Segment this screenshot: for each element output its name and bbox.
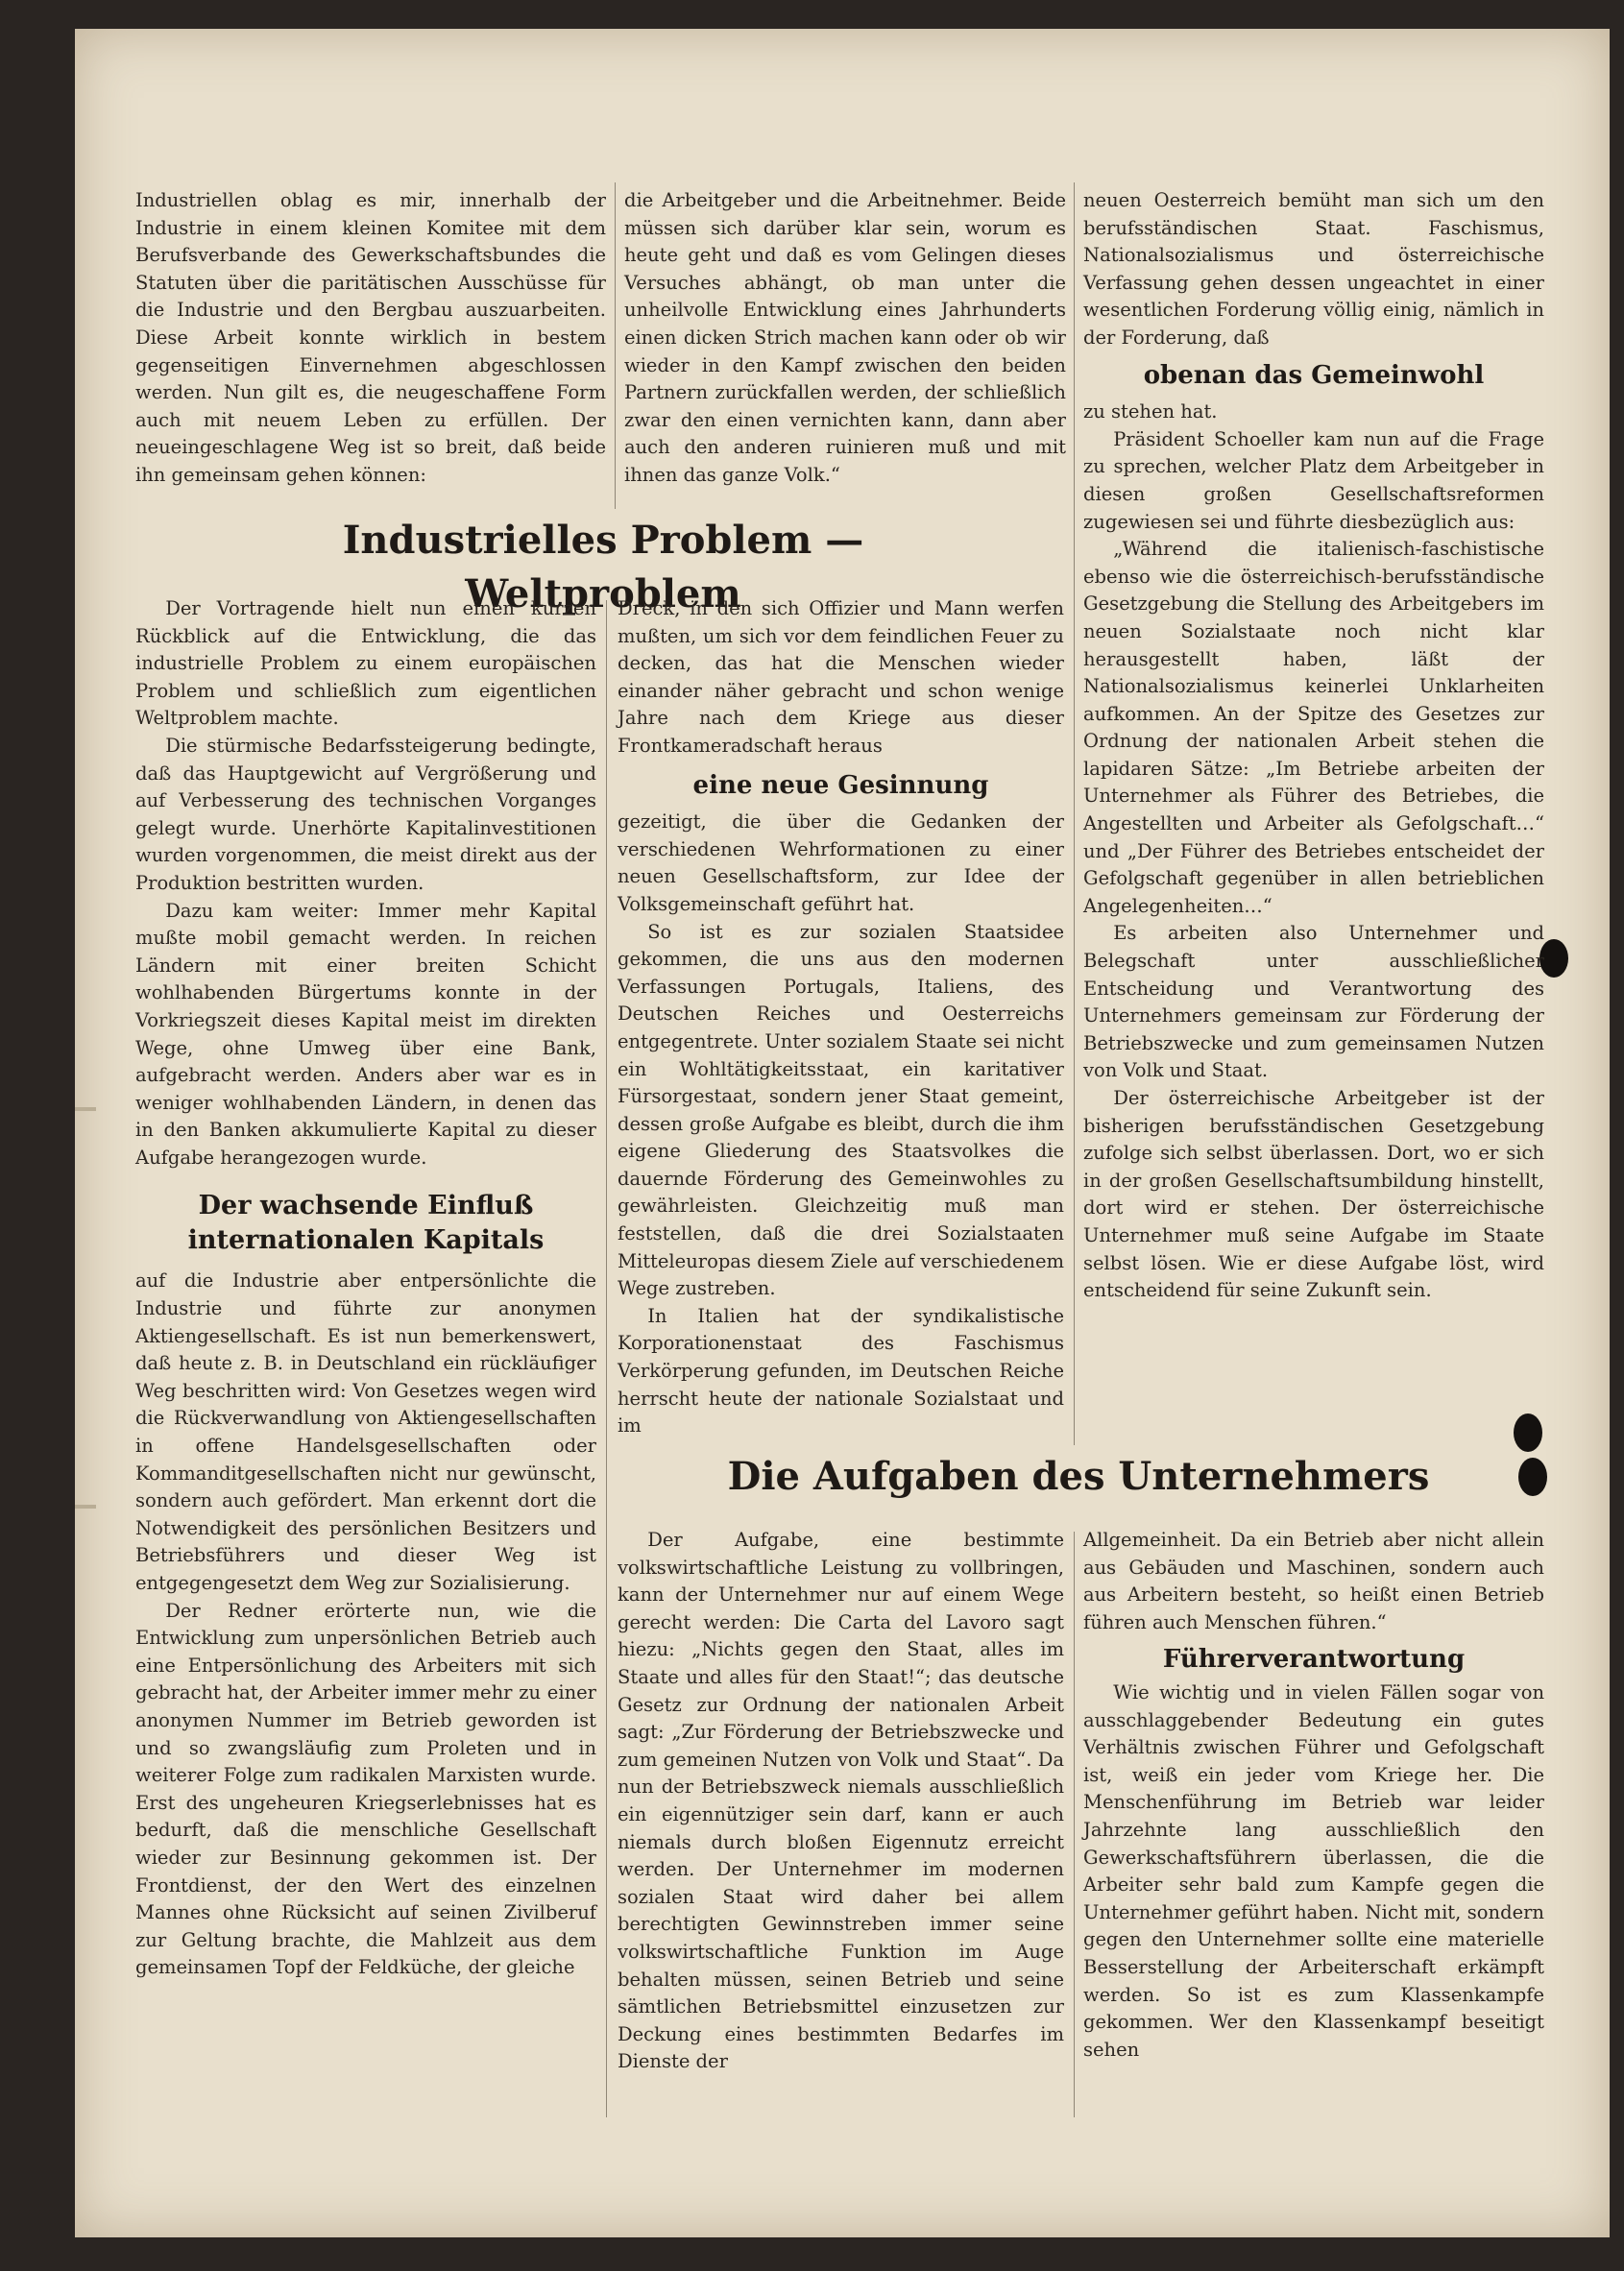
article-paragraph: Präsident Schoeller kam nun auf die Frage zu sprechen, welcher Platz dem Arbeitgeber in diesen großen Gesellschaftsreformen zugewiesen sei und führte diesbezüglich aus: [1083, 427, 1544, 533]
page-tear [75, 1505, 96, 1509]
article-paragraph: auf die Industrie aber entpersönlichte die Industrie und führte zur anonymen Aktiengesellschaft. Es ist nun bemerkenswert, daß heute z. B. in Deutschland ein rückläufiger Weg beschritten wird: Von Gesetzes wegen wird die Rückverwandlung von Aktiengesellschaften in offene Handelsgesellschaften oder Kommanditgesellschaften nicht nur gewünscht, sondern auch gefördert. Man erkennt dort die Notwendigkeit des persönlichen Besitzers und Betriebsführers und dieser Weg ist entgegengesetzt dem Weg zur Sozialisierung. [135, 1269, 596, 1594]
article-paragraph: Der Aufgabe, eine bestimmte volkswirtschaftliche Leistung zu vollbringen, kann der Unternehmer nur auf einem Wege gerecht werden: Die Carta del Lavoro sagt hiezu: „Nichts gegen den Staat, alles im Staate und alles für den Staat!“; das deutsche Gesetz zur Ordnung der nationalen Arbeit sagt: „Zur Förderung der Betriebszwecke und zum gemeinen Nutzen von Volk und Staat“. Da nun der Betriebszweck niemals ausschließlich ein eigennütziger sein darf, kann er auch niemals durch bloßen Eigennutz erreicht werden. Der Unternehmer im modernen sozialen Staat wird daher bei allem berechtigten Gewinnstreben immer seine volkswirtschaftliche Funktion im Auge behalten müssen, seinen Betrieb und seine sämtlichen Betriebsmittel einzusetzen zur Deckung eines bestimmten Bedarfes im Dienste der [618, 1529, 1064, 2073]
article-paragraph: Allgemeinheit. Da ein Betrieb aber nicht allein aus Gebäuden und Maschinen, sondern auch aus Arbeitern besteht, so heißt einen Betrieb führen auch Menschen führen.“ [1083, 1529, 1544, 1633]
article-paragraph: Wie wichtig und in vielen Fällen sogar von ausschlaggebender Bedeutung ein gutes Verhältnis zwischen Führer und Gefolgschaft ist, weiß ein jeder vom Kriege her. Die Menschenführung im Betrieb war leider Jahrzehnte lang ausschließlich den Gewerkschaftsführern überlassen, die die Arbeiter sehr bald zum Kampfe gegen die Unternehmer geführt haben. Nicht mit, sondern gegen den Unternehmer sollte eine materielle Besserstellung der Arbeiterschaft erkämpft werden. So ist es zum Klassenkampfe gekommen. Wer den Klassenkampf beseitigt sehen [1083, 1680, 1544, 2061]
subheading: Führerverantwortung [1162, 1645, 1466, 1675]
article-paragraph: Der Redner erörterte nun, wie die Entwicklung zum unpersönlichen Betrieb auch eine Entpersönlichung des Arbeiters mit sich gebracht hat, der Arbeiter immer mehr zu einer anonymen Nummer im Betrieb geworden ist und so zwangsläufig zum Proleten und in weiterer Folge zum radikalen Marxisten wurde. Erst des ungeheuren Kriegserlebnisses hat es bedurft, daß die menschliche Gesellschaft wieder zur Besinnung gekommen ist. Der Frontdienst, der den Wert des einzelnen Mannes ohne Rücksicht auf seinen Zivilberuf zur Geltung brachte, die Mahlzeit aus dem gemeinsamen Topf der Feldküche, der gleiche [135, 1599, 596, 1979]
subheading: eine neue Gesinnung [692, 770, 989, 800]
headline: Die Aufgaben des Unternehmers [727, 1454, 1430, 1499]
subheading: obenan das Gemeinwohl [1143, 360, 1485, 390]
article-paragraph: So ist es zur sozialen Staatsidee gekommen, die uns aus den modernen Verfassungen Portugals, Italiens, des Deutschen Reiches und Oesterreichs entgegentrete. Unter sozialem Staate sei nicht ein Wohltätigkeitsstaat, ein karitativer Fürsorgestaat, sondern jener Staat gemeint, dessen große Aufgabe es bleibt, durch die ihm eigene Gliederung des Staatsvolkes die dauernde Förderung des Gemeinwohles zu gewährleisten. Gleichzeitig muß man feststellen, daß die drei Sozialstaaten Mitteleuropas diesem Ziele auf verschiedenem Wege zustreben. [618, 920, 1064, 1300]
column-rule [1074, 182, 1075, 1445]
bottom-middle-column [618, 1527, 1064, 2076]
article-paragraph: „Während die italienisch-faschistische ebenso wie die österreichisch-berufsständische Gesetzgebung die Stellung des Arbeitgebers im neuen Sozialstaate noch nicht klar herausgestellt haben, läßt der Nationalsozialismus keinerlei Unklarheiten aufkommen. An der Spitze des Gesetzes zur Ordnung der nationalen Arbeit stehen die lapidaren Sätze: „Im Betriebe arbeiten der Unternehmer als Führer des Betriebes, die Angestellten und Arbeiter als Gefolgschaft…“ und „Der Führer des Betriebes entscheidet der Gefolgschaft gegenüber in allen betrieblichen Angelegenheiten…“ [1083, 538, 1544, 917]
newspaper-page [75, 29, 1610, 2237]
column-rule [615, 182, 616, 509]
article-paragraph: Die stürmische Bedarfssteigerung bedingte, daß das Hauptgewicht auf Vergrößerung und auf Verbesserung des technischen Vorganges gelegt wurde. Unerhörte Kapitalinvestitionen wurden vorgenommen, die meist direkt aus der Produktion bestritten wurden. [135, 734, 596, 894]
page-tear [75, 1107, 96, 1111]
subheading: Der wachsende Einfluß internationalen Kapitals [187, 1191, 545, 1256]
column-rule [1074, 1532, 1075, 2117]
article-paragraph: Dreck, in den sich Offizier und Mann werfen mußten, um sich vor dem feindlichen Feuer zu decken, das hat die Menschen wieder einander näher gebracht und schon wenige Jahre nach dem Kriege aus dieser Frontkameradschaft heraus [618, 597, 1064, 757]
article-paragraph: zu stehen hat. [1083, 400, 1218, 423]
article-paragraph: Es arbeiten also Unternehmer und Belegschaft unter ausschließlicher Entscheidung und Verantwortung des Unternehmers gemeinsam zur Förderung der Betriebszwecke und zum gemeinsamen Nutzen von Volk und Staat. [1083, 922, 1544, 1082]
middle-column [618, 595, 1064, 1440]
article-paragraph: Dazu kam weiter: Immer mehr Kapital mußte mobil gemacht werden. In reichen Ländern mit einer breiten Schicht wohlhabenden Bürgertums konnte in der Vorkriegszeit dieses Kapital meist im direkten Wege, ohne Umweg über eine Bank, aufgebracht werden. Anders aber war es in weniger wohlhabenden Ländern, in denen das in den Banken akkumulierte Kapital zu dieser Aufgabe herangezogen wurde. [135, 899, 596, 1169]
headline: Industrielles Problem — Weltproblem [342, 518, 864, 616]
article-paragraph: Industriellen oblag es mir, innerhalb der Industrie in einem kleinen Komitee mit dem Berufsverbande des Gewerkschaftsbundes die Statuten über die paritätischen Ausschüsse für die Industrie und den Bergbau auszuarbeiten. Diese Arbeit konnte wirklich in bestem gegenseitigen Einvernehmen abgeschlossen werden. Nun gilt es, die neugeschaffene Form auch mit neuem Leben zu erfüllen. Der neueingeschlagene Weg ist so breit, daß beide ihn gemeinsam gehen können: [135, 189, 606, 486]
article-paragraph: gezeitigt, die über die Gedanken der verschiedenen Wehrformationen zu einer neuen Gesellschaftsform, zur Idee der Volksgemeinschaft geführt hat. [618, 810, 1064, 915]
punch-hole [1514, 1413, 1542, 1452]
article-paragraph: In Italien hat der syndikalistische Korporationenstaat des Faschismus Verkörperung gefunden, im Deutschen Reiche herrscht heute der nationale Sozialstaat und im [618, 1304, 1064, 1437]
column-rule [606, 600, 607, 2117]
article-paragraph: Der Vortragende hielt nun einen kurzen Rückblick auf die Entwicklung, die das industrielle Problem zu einem europäischen Problem und schließlich zum eigentlichen Weltproblem machte. [135, 597, 596, 730]
article-paragraph: neuen Oesterreich bemüht man sich um den berufsständischen Staat. Faschismus, Nationalsozialismus und österreichische Verfassung gehen dessen ungeachtet in einer wesentlichen Forderung völlig einig, nämlich in der Forderung, daß [1083, 189, 1544, 349]
top-column-1 [135, 187, 606, 490]
right-column [1083, 187, 1544, 1305]
left-column [135, 595, 596, 1982]
top-column-2 [624, 187, 1066, 490]
article-paragraph: Der österreichische Arbeitgeber ist der bisherigen berufsständischen Gesetzgebung zufolge sich selbst überlassen. Dort, wo er sich in der großen Gesellschaftsumbildung hinstellt, dort wird er stehen. Der österreichische Unternehmer muß seine Aufgabe im Staate selbst lösen. Wie er diese Aufgabe löst, wird entscheidend für seine Zukunft sein. [1083, 1087, 1544, 1302]
bottom-right-column [1083, 1527, 1544, 2064]
article-paragraph: die Arbeitgeber und die Arbeitnehmer. Beide müssen sich darüber klar sein, worum es heute geht und daß es vom Gelingen dieses Versuches abhängt, ob man unter die unheilvolle Entwicklung eines Jahrhunderts einen dicken Strich machen kann oder ob wir wieder in den Kampf zwischen den beiden Partnern zurückfallen werden, der schließlich zwar den einen vernichten kann, dann aber auch den anderen ruinieren muß und mit ihnen das ganze Volk.“ [624, 189, 1066, 486]
